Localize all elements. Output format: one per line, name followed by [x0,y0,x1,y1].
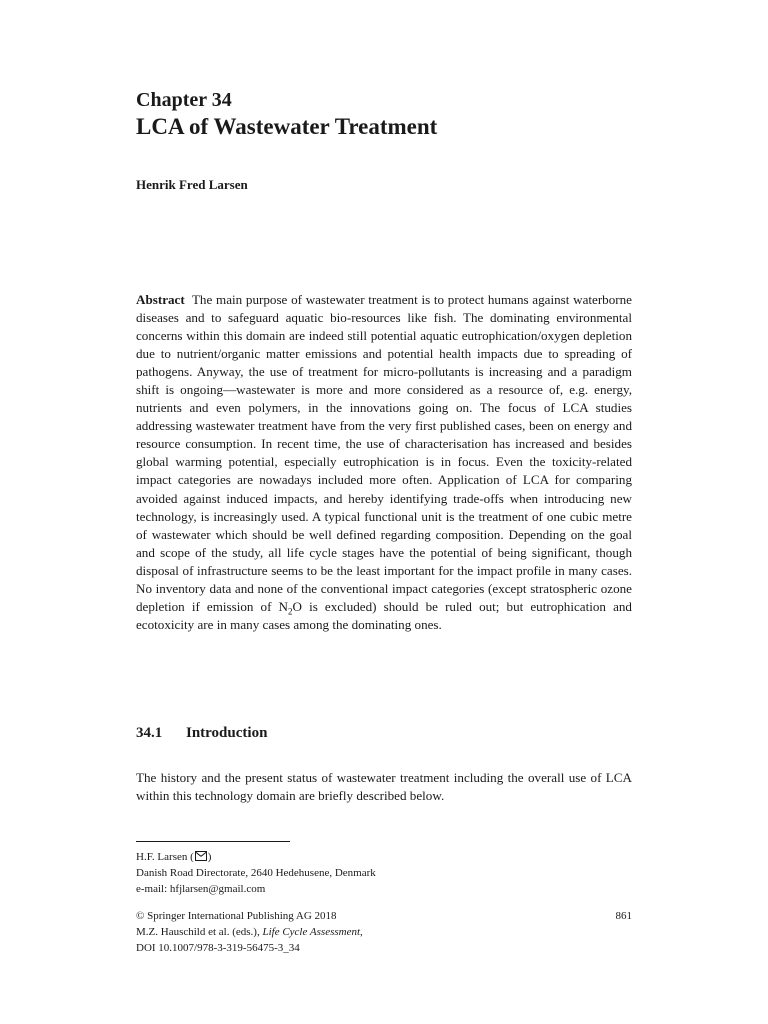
citation-suffix: , [360,926,363,938]
section-heading [136,723,267,743]
abstract-body-part2: O is excluded) should be ruled out; but eutrophication and ecotoxicity are in many cases among the dominating ones. [136,598,632,632]
envelope-icon [195,851,207,861]
abstract-lead: Abstract [136,292,185,307]
footnote-affiliation: Danish Road Directorate, 2640 Hedehusene, Denmark [136,867,376,879]
citation-book-title: Life Cycle Assessment [262,926,361,938]
footnote-author-line [136,849,632,865]
chapter-label: Chapter 34 [136,89,232,111]
section-number: 34.1 [136,725,163,741]
doi-line: DOI 10.1007/978-3-319-56475-3_34 [136,942,300,954]
footnote-email: e-mail: hfjlarsen@gmail.com [136,883,266,895]
chapter-title: LCA of Wastewater Treatment [136,114,438,139]
abstract-subscript: 2 [288,606,293,617]
footnote-author-close: ) [207,851,212,863]
footnote-author: H.F. Larsen ( [136,851,194,863]
abstract-body-part1: The main purpose of wastewater treatment is to protect humans against waterborne diseases and to safeguard aquatic bio-resources like fish. The dominating environmental concerns within this domain are indeed still potential aquatic eutrophication/oxygen depletion due to nutrient/organic matter emissions and potential health impacts due to spreading of pathogens. Anyway, the use of treatment for micro-pollutants is increasing and a paradigm shift is ongoing—wastewater is more and more considered as a resource of, e.g. energy, nutrients and even polymers, in the innovations going on. The focus of LCA studies addressing wastewater treatment have from the very first published cases, been on energy and resource consumption. In recent time, the use of characterisation has increased and besides global warming potential, especially eutrophication is in focus. Even the toxicity-related impact categories are nowadays included more often. Application of LCA for comparing avoided against induced impacts, and hereby identifying trade-offs when introducing new technology, is increasingly used. A typical functional unit is the treatment of one cubic metre of wastewater which should be well defined regarding composition. Depending on the goal and scope of the study, all life cycle stages have the potential of being significant, though disposal of infrastructure seems to be the least important for the impact profile in many cases. No inventory data and none of the conventional impact categories (except stratospheric ozone depletion if emission of N [136,292,632,614]
citation-editors: M.Z. Hauschild et al. (eds.), [136,926,263,938]
page-number: 861 [615,910,632,922]
section-title: Introduction [186,725,268,741]
abstract-paragraph [136,291,632,634]
copyright-block [136,908,632,956]
intro-paragraph: The history and the present status of wastewater treatment including the overall use of LCA within this technology domain are briefly described below. [136,770,632,803]
paper-page [136,0,632,1024]
copyright-line: © Springer International Publishing AG 2018 [136,910,337,922]
chapter-author: Henrik Fred Larsen [136,177,248,192]
author-footnote [136,849,632,897]
footnote-divider [136,841,290,842]
citation-line [136,924,632,940]
